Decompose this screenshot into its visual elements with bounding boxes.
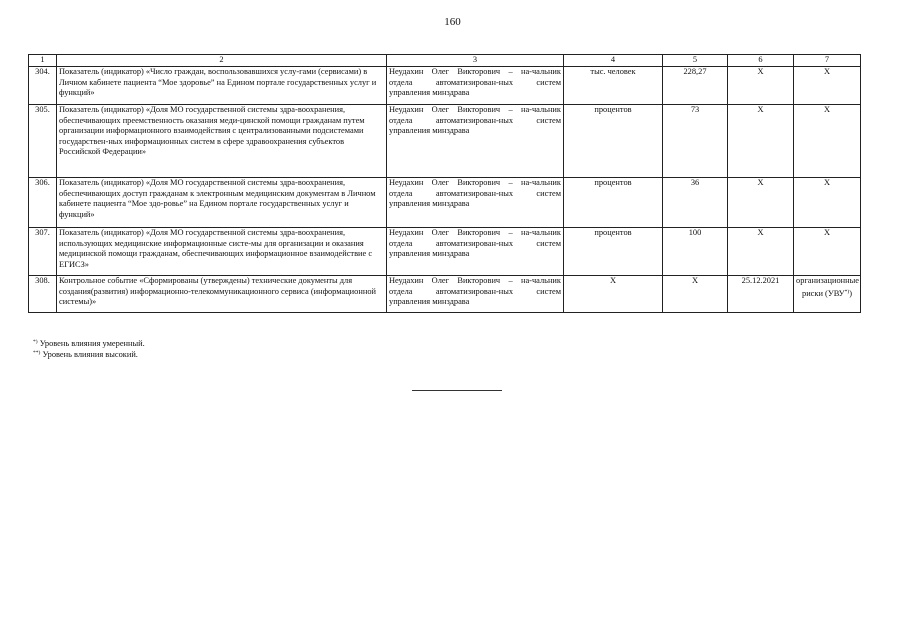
row-unit: процентов [564, 178, 663, 228]
table-row [29, 276, 861, 313]
row-number: 304. [29, 67, 57, 105]
row-description: Показатель (индикатор) «Доля МО государственной системы здра-воохранения, использующих медицинские информационные систе-мы для организации и оказания медицинской помощи гражданам, обеспечивающих информационное взаимодействие с ЕГИСЗ» [57, 228, 387, 276]
table-row [29, 178, 861, 228]
row-responsible: Неудахин Олег Викторович – на-чальник отдела автоматизирован-ных систем управления минздрава [387, 276, 564, 313]
row-risk: Х [794, 67, 861, 105]
header-row [29, 55, 861, 67]
row-risk: Х [794, 228, 861, 276]
row-description: Показатель (индикатор) «Доля МО государственной системы здра-воохранения, обеспечивающих доступ гражданам к электронным медицинским документам в Личном кабинете пациента “Мое здо-ровье” на Едином портале государственных услуг и функций» [57, 178, 387, 228]
row-number: 308. [29, 276, 57, 313]
footnote-mark: **) [33, 350, 41, 356]
row-value: 36 [663, 178, 728, 228]
row-responsible: Неудахин Олег Викторович – на-чальник отдела автоматизирован-ных систем управления минздрава [387, 105, 564, 178]
row-responsible: Неудахин Олег Викторович – на-чальник отдела автоматизирован-ных систем управления минздрава [387, 228, 564, 276]
table-row [29, 67, 861, 105]
row-risk: Х [794, 178, 861, 228]
footnote [33, 348, 138, 360]
row-risk: Х [794, 105, 861, 178]
row-unit: процентов [564, 105, 663, 178]
table-row [29, 105, 861, 178]
row-description: Контрольное событие «Сформированы (утверждены) технические документы для создания(развития) информационно-телекоммуникационного сервиса (информационной системы)» [57, 276, 387, 313]
column-header: 6 [728, 55, 794, 67]
row-description: Показатель (индикатор) «Доля МО государственной системы здра-воохранения, обеспечивающих преемственность оказания меди-цинской помощи гражданам путем организации информационного взаимодействия с централизованными подсистемами государствен-ных информационных систем в сфере здравоохранения субъектов Российской Федерации» [57, 105, 387, 178]
indicators-table [28, 54, 861, 313]
row-unit: Х [564, 276, 663, 313]
risk-text-end: ) [849, 288, 852, 298]
column-header: 1 [29, 55, 57, 67]
row-date: 25.12.2021 [728, 276, 794, 313]
footnote-mark: *) [33, 339, 38, 345]
row-number: 306. [29, 178, 57, 228]
row-value: Х [663, 276, 728, 313]
row-number: 307. [29, 228, 57, 276]
row-unit: тыс. человек [564, 67, 663, 105]
column-header: 5 [663, 55, 728, 67]
row-value: 73 [663, 105, 728, 178]
column-header: 4 [564, 55, 663, 67]
column-header: 7 [794, 55, 861, 67]
risk-text: организационные риски (УВУ [796, 276, 859, 298]
row-date: Х [728, 105, 794, 178]
row-date: Х [728, 228, 794, 276]
row-date: Х [728, 178, 794, 228]
column-header: 2 [57, 55, 387, 67]
table-row [29, 228, 861, 276]
page-number: 160 [444, 16, 461, 28]
risk-footnote-mark: *) [844, 288, 850, 295]
row-description: Показатель (индикатор) «Число граждан, воспользовавшихся услу-гами (сервисами) в Личном кабинете пациента “Мое здоровье” на Едином портале государственных услуг и функций» [57, 67, 387, 105]
row-value: 100 [663, 228, 728, 276]
row-date: Х [728, 67, 794, 105]
separator-line [412, 390, 502, 391]
row-responsible: Неудахин Олег Викторович – на-чальник отдела автоматизирован-ных систем управления минздрава [387, 67, 564, 105]
row-unit: процентов [564, 228, 663, 276]
row-responsible: Неудахин Олег Викторович – на-чальник отдела автоматизирован-ных систем управления минздрава [387, 178, 564, 228]
footnote-text: Уровень влияния умеренный. [37, 339, 145, 348]
row-number: 305. [29, 105, 57, 178]
row-value: 228,27 [663, 67, 728, 105]
row-risk [794, 276, 861, 313]
footnote-text: Уровень влияния высокий. [40, 350, 138, 359]
column-header: 3 [387, 55, 564, 67]
